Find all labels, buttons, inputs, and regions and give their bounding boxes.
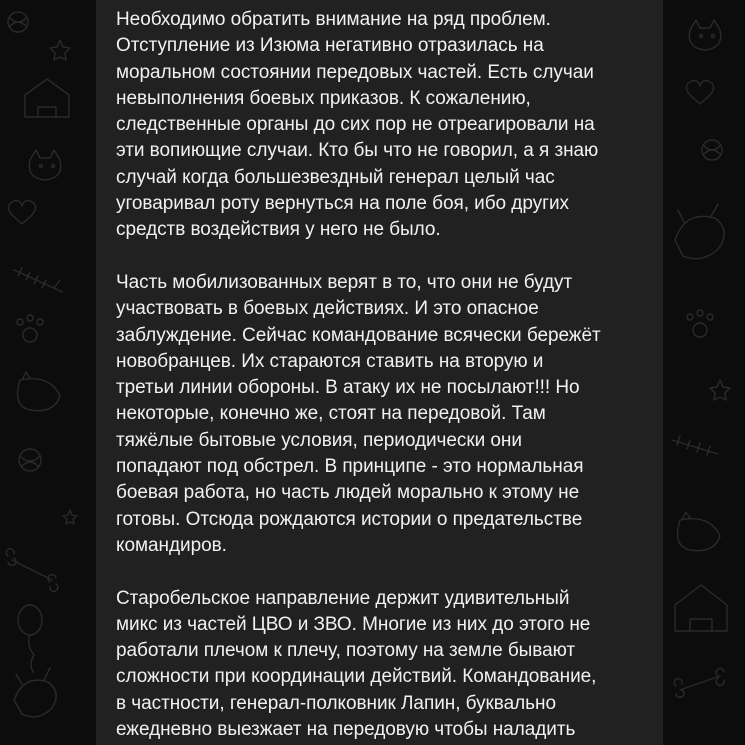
text-line: новобранцев. Их стараются ставить на вторую и — [116, 350, 544, 372]
balloon-icon — [18, 605, 42, 673]
text-line: Отступление из Изюма негативно отразилась на — [116, 35, 544, 57]
text-line: невыполнения боевых приказов. К сожалению, — [116, 87, 531, 109]
text-line: Необходимо обратить внимание на ряд проблем. — [116, 9, 551, 30]
cat-icon — [678, 512, 720, 551]
star-icon — [710, 380, 730, 400]
message-bubble — [96, 0, 663, 745]
text-line: моральном состоянии передовых частей. Есть случаи — [116, 61, 594, 83]
text-line: некоторые, конечно же, стоят на передовой. Там — [116, 403, 546, 425]
text-line: попадают под обстрел. В принципе - это нормальная — [116, 456, 584, 478]
cat-icon — [18, 372, 60, 411]
text-line: тяжёлые бытовые условия, периодически они — [116, 429, 522, 451]
dog-icon — [14, 668, 56, 717]
cat-icon — [29, 150, 60, 180]
text-line: следственные органы до сих пор не отреагировали на — [116, 114, 595, 136]
text-line: ежедневно выезжает на передовую чтобы наладить — [116, 719, 576, 741]
text-line: участвовать в боевых действиях. И это опасное — [116, 298, 539, 320]
text-line: случай когда большезвездный генерал целый час — [116, 166, 555, 188]
cat-icon — [689, 20, 720, 50]
paw-icon — [687, 310, 713, 337]
yarn-ball-icon — [8, 12, 28, 32]
yarn-ball-icon — [19, 449, 41, 471]
message-paragraph — [116, 586, 643, 744]
text-line: уговаривал роту вернуться на поле боя, ибо других — [116, 193, 569, 215]
dog-icon — [675, 204, 724, 259]
pet-house-icon — [675, 585, 727, 631]
text-line: работали плечом к плечу, поэтому на земле бывают — [116, 640, 576, 662]
text-line: Часть мобилизованных верят в то, что они не будут — [116, 271, 573, 293]
heart-icon — [8, 201, 35, 224]
message-text — [116, 7, 643, 743]
message-paragraph — [116, 270, 643, 559]
text-line: Старобельское направление держит удивительный — [116, 587, 570, 609]
star-icon — [63, 510, 77, 524]
fish-bone-icon — [14, 268, 62, 292]
fish-bone-icon — [672, 436, 718, 455]
text-line: третьи линии обороны. В атаку их не посылают!!! Но — [116, 377, 580, 399]
text-line: боевая работа, но часть людей морально к этому не — [116, 482, 580, 504]
text-line: готовы. Отсюда рождаются истории о предательстве — [116, 508, 583, 530]
star-icon — [50, 40, 70, 60]
text-line: сложности при координации действий. Командование, — [116, 666, 597, 688]
paw-icon — [17, 315, 43, 342]
text-line: средств воздействия у него не было. — [116, 219, 441, 241]
text-line: микс из частей ЦВО и ЗВО. Многие из них до этого не — [116, 613, 591, 635]
text-line: командиров. — [116, 534, 227, 556]
message-paragraph — [116, 7, 643, 244]
yarn-ball-icon — [702, 140, 722, 160]
bone-icon — [6, 549, 58, 592]
text-line: заблуждение. Сейчас командование всячески бережёт — [116, 324, 601, 346]
pet-house-icon — [25, 79, 69, 117]
text-line: эти вопиющие случаи. Кто бы что не говорил, а я знаю — [116, 140, 599, 162]
bone-icon — [674, 669, 724, 698]
heart-icon — [686, 81, 713, 104]
text-line: в частности, генерал-полковник Лапин, буквально — [116, 692, 556, 714]
